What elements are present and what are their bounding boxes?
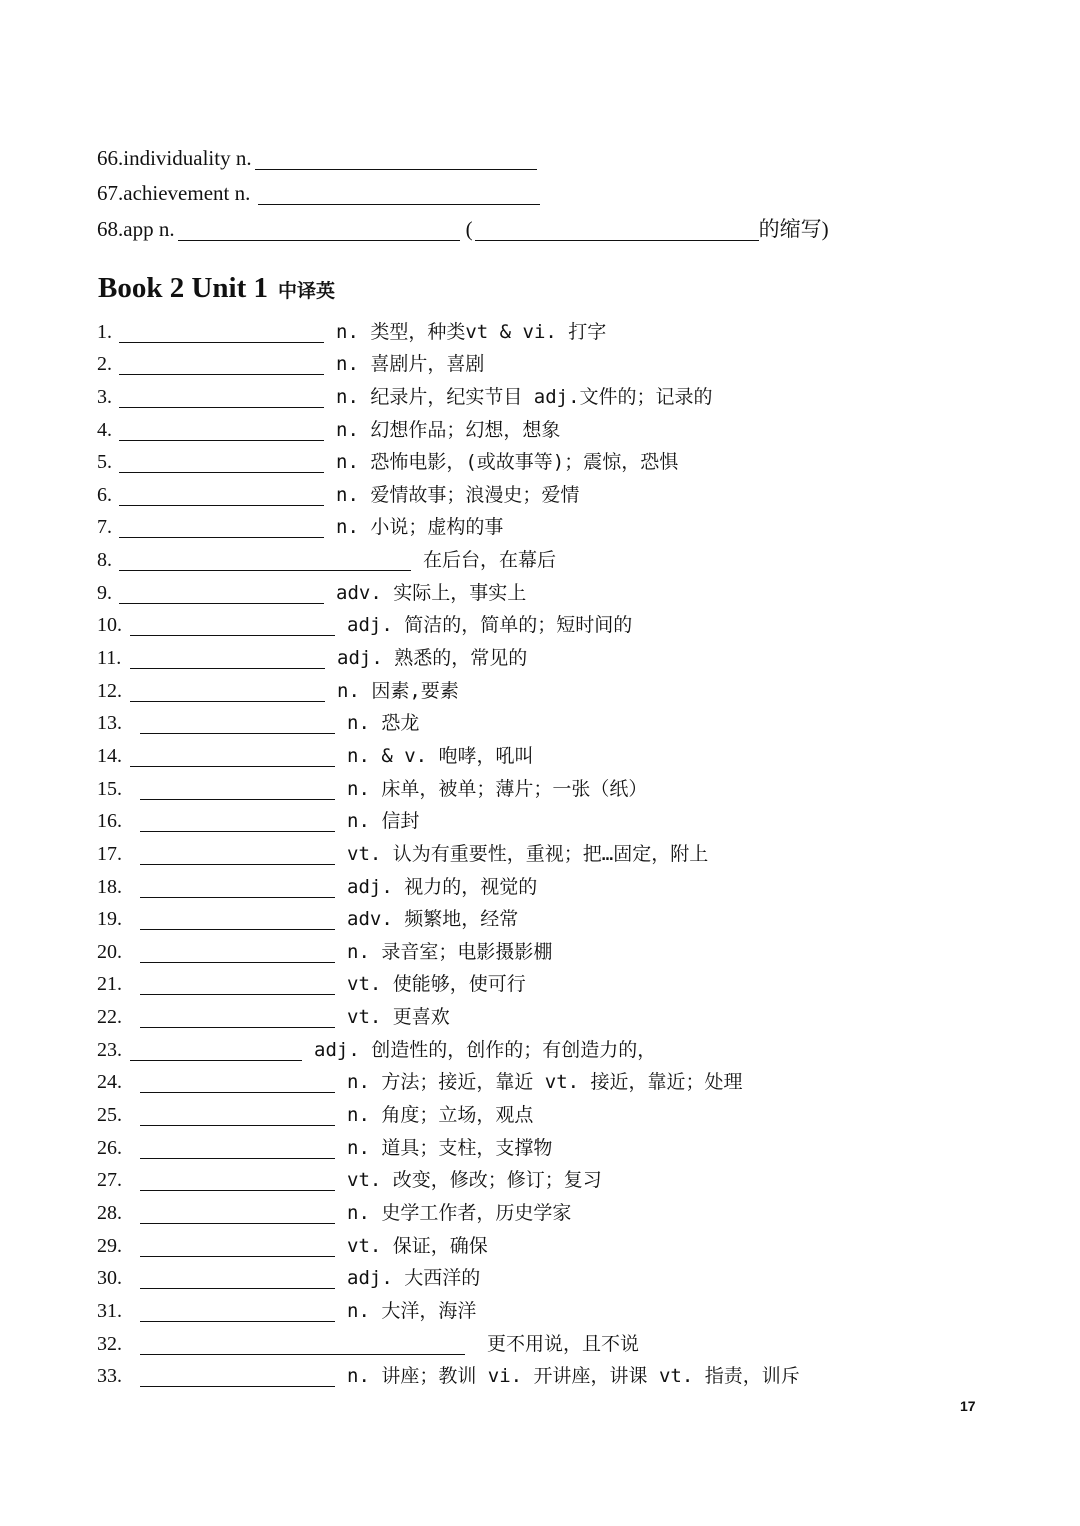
answer-blank[interactable] [119,389,324,408]
answer-blank[interactable] [140,879,335,898]
answer-blank[interactable] [140,715,335,734]
item-definition: adj. 大西洋的 [347,1267,481,1290]
vocab-item [97,1322,997,1355]
answer-blank[interactable] [119,356,324,375]
item-definition: n. 角度；立场，观点 [347,1104,534,1127]
answer-blank[interactable] [140,1107,335,1126]
answer-blank[interactable] [140,976,335,995]
vocab-item [97,995,997,1028]
vocab-item [97,898,997,931]
item-definition: adv. 实际上，事实上 [336,581,527,604]
item-definition: n. 床单，被单；薄片；一张（纸） [347,777,648,800]
item-number: 4. [97,418,112,441]
paren-open: ( [465,216,473,241]
item-number: 19. [97,908,122,931]
vocab-item [97,408,997,441]
vocab-item [97,1159,997,1192]
item-definition: adj. 视力的，视觉的 [347,875,538,898]
item-number: 16. [97,810,122,833]
item-number: 12. [97,679,122,702]
answer-blank[interactable] [130,617,335,636]
answer-blank[interactable] [140,944,335,963]
item-number: 30. [97,1267,122,1290]
vocab-item [97,1355,997,1388]
answer-blank[interactable] [130,748,335,767]
item-definition: n. 喜剧片，喜剧 [336,353,485,376]
item-definition: n. 录音室；电影摄影棚 [347,940,553,963]
item-number: 14. [97,744,122,767]
answer-blank[interactable] [140,813,335,832]
item-definition: n. 大洋，海洋 [347,1299,477,1322]
previous-unit-items [97,134,997,241]
vocab-item [97,538,997,571]
item-definition: adj. 熟悉的，常见的 [337,647,528,670]
item-definition: n. 讲座；教训 vi. 开讲座，讲课 vt. 指责，训斥 [347,1365,800,1388]
item-definition: n. 爱情故事；浪漫史；爱情 [336,483,580,506]
answer-blank[interactable] [140,911,335,930]
answer-blank[interactable] [140,1270,335,1289]
item-number: 8. [97,549,112,572]
item-definition: n. 纪录片，纪实节目 adj.文件的；记录的 [336,385,713,408]
vocab-item [97,375,997,408]
vocab-item [97,1289,997,1322]
item-definition: vt. 使能够，使可行 [347,973,526,996]
item-number: 2. [97,353,112,376]
vocab-item [97,1257,997,1290]
answer-blank[interactable] [140,1336,465,1355]
item-definition: n. 方法；接近，靠近 vt. 接近，靠近；处理 [347,1071,743,1094]
item-number: 10. [97,614,122,637]
section-subtitle: 中译英 [278,280,336,302]
item-definition: adj. 创造性的，创作的；有创造力的， [314,1038,657,1061]
vocab-item [97,963,997,996]
vocab-item [97,571,997,604]
item-label: 66.individuality n. [97,145,252,170]
vocab-item [97,1028,997,1061]
answer-blank[interactable] [130,1042,302,1061]
item-number: 32. [97,1332,122,1355]
answer-blank[interactable] [258,184,540,205]
answer-blank[interactable] [140,1074,335,1093]
vocab-item-67 [97,170,997,206]
answer-blank[interactable] [140,1303,335,1322]
item-definition: 更不用说，且不说 [487,1332,640,1355]
item-definition: n. 类型，种类vt & vi. 打字 [336,320,607,343]
item-number: 28. [97,1201,122,1224]
vocab-item [97,1061,997,1094]
answer-blank[interactable] [140,1172,335,1191]
item-number: 21. [97,973,122,996]
vocab-item [97,604,997,637]
vocab-item [97,1126,997,1159]
item-number: 17. [97,842,122,865]
section-title-text: Book 2 Unit 1 [98,272,269,304]
answer-blank[interactable] [119,454,324,473]
item-definition: vt. 保证，确保 [347,1234,488,1257]
item-definition: n. 史学工作者，历史学家 [347,1201,572,1224]
item-number: 5. [97,451,112,474]
item-definition: 在后台，在幕后 [423,549,557,572]
item-number: 31. [97,1299,122,1322]
item-number: 25. [97,1104,122,1127]
item-number: 27. [97,1169,122,1192]
answer-blank[interactable] [119,487,324,506]
section-title [98,272,335,305]
item-label: 68.app n. [97,216,175,241]
item-number: 1. [97,320,112,343]
answer-blank[interactable] [130,683,325,702]
item-definition: vt. 改变，修改；修订；复习 [347,1169,602,1192]
vocab-list [97,310,997,1387]
vocab-item [97,832,997,865]
item-definition: vt. 更喜欢 [347,1006,450,1029]
vocab-item [97,702,997,735]
answer-blank[interactable] [178,220,460,241]
item-number: 13. [97,712,122,735]
item-number: 6. [97,483,112,506]
abbreviation-suffix: 的缩写) [758,216,829,241]
vocab-item [97,343,997,376]
abbreviation-blank[interactable] [475,220,759,241]
item-number: 11. [97,647,122,670]
vocab-item [97,1224,997,1257]
answer-blank[interactable] [119,552,411,571]
answer-blank[interactable] [140,1238,335,1257]
item-definition: n. 恐怖电影，(或故事等)；震惊，恐惧 [336,451,679,474]
page-number: 17 [960,1398,976,1414]
item-number: 26. [97,1136,122,1159]
item-definition: adj. 简洁的，简单的；短时间的 [347,614,633,637]
vocab-item [97,734,997,767]
answer-blank[interactable] [140,781,335,800]
item-number: 9. [97,581,112,604]
answer-blank[interactable] [119,324,324,343]
item-definition: adv. 频繁地，经常 [347,908,519,931]
item-number: 24. [97,1071,122,1094]
item-number: 20. [97,940,122,963]
answer-blank[interactable] [140,1368,335,1387]
vocab-item [97,669,997,702]
item-definition: n. 道具；支柱，支撑物 [347,1136,553,1159]
answer-blank[interactable] [140,1009,335,1028]
answer-blank[interactable] [255,149,537,170]
item-number: 23. [97,1038,122,1061]
answer-blank[interactable] [130,650,325,669]
item-number: 15. [97,777,122,800]
vocab-item [97,1093,997,1126]
answer-blank[interactable] [119,519,324,538]
item-definition: n. & v. 咆哮，吼叫 [347,744,534,767]
item-number: 3. [97,385,112,408]
answer-blank[interactable] [140,846,335,865]
vocab-item-68 [97,205,997,241]
item-definition: n. 因素,要素 [337,679,459,702]
item-definition: vt. 认为有重要性，重视；把…固定，附上 [347,842,709,865]
item-definition: n. 小说；虚构的事 [336,516,504,539]
item-definition: n. 幻想作品；幻想，想象 [336,418,561,441]
vocab-item [97,310,997,343]
item-definition: n. 恐龙 [347,712,420,735]
vocab-item [97,767,997,800]
vocab-item [97,865,997,898]
vocab-item [97,506,997,539]
vocab-item [97,473,997,506]
answer-blank[interactable] [140,1205,335,1224]
vocab-item [97,930,997,963]
item-number: 18. [97,875,122,898]
vocab-item [97,441,997,474]
item-number: 7. [97,516,112,539]
answer-blank[interactable] [119,585,324,604]
answer-blank[interactable] [140,1140,335,1159]
item-label: 67.achievement n. [97,181,251,205]
vocab-item [97,636,997,669]
vocab-item [97,800,997,833]
answer-blank[interactable] [119,422,324,441]
item-number: 22. [97,1006,122,1029]
item-definition: n. 信封 [347,810,420,833]
vocab-item-66 [97,134,997,170]
item-number: 33. [97,1365,122,1388]
item-number: 29. [97,1234,122,1257]
vocab-item [97,1191,997,1224]
